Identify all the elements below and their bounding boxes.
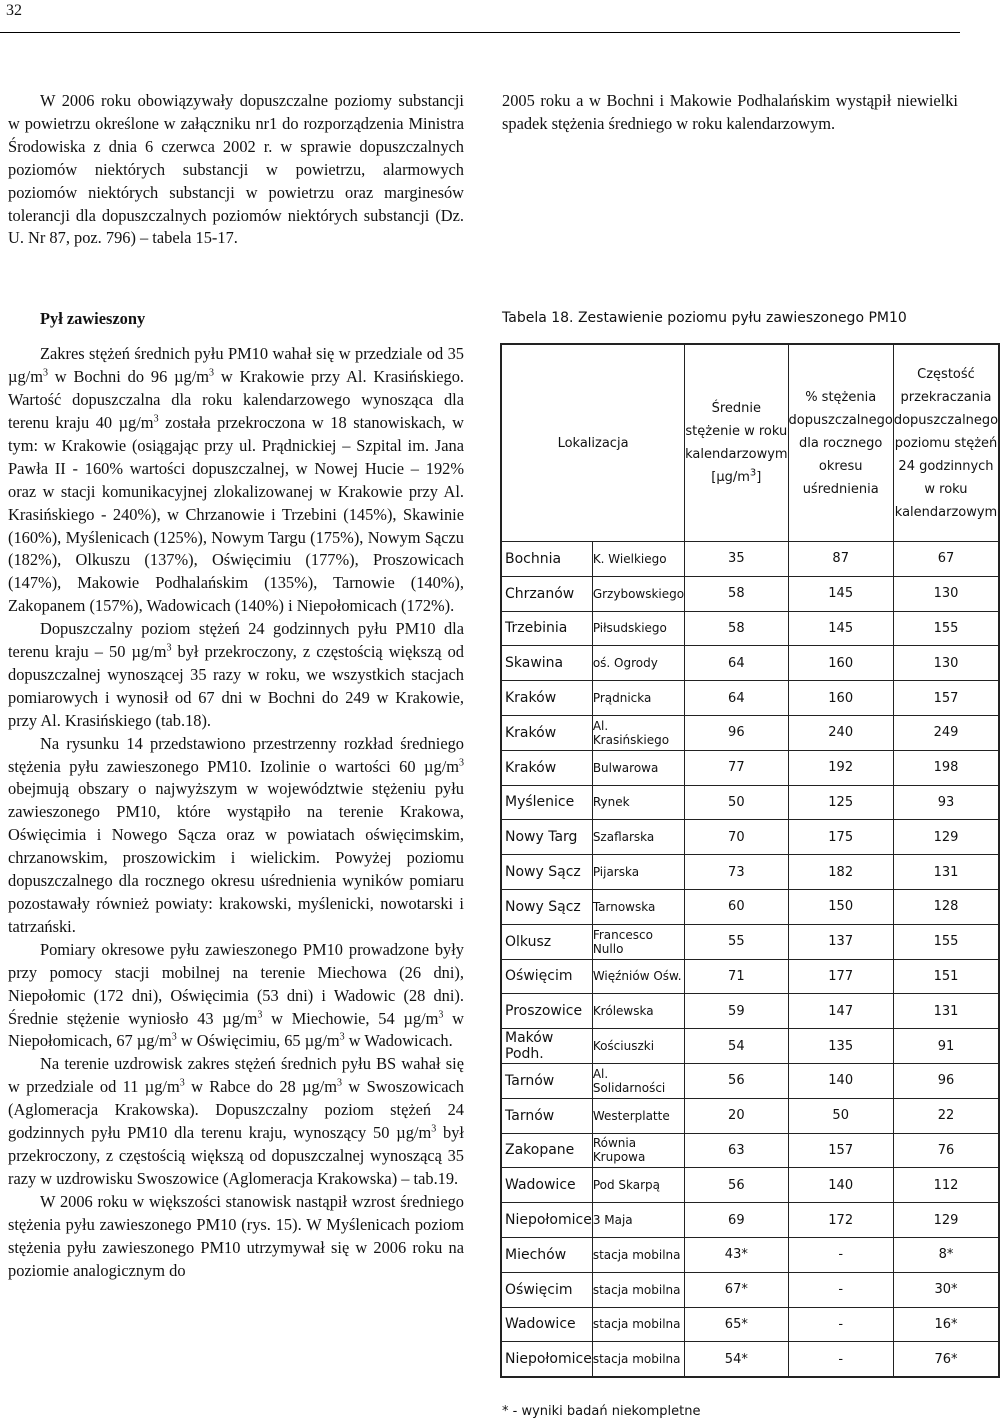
frequency-cell: 76* — [893, 1342, 999, 1377]
station-cell: Grzybowskiego — [592, 576, 684, 611]
table-row — [501, 1098, 999, 1133]
average-cell: 55 — [685, 924, 788, 959]
frequency-cell: 129 — [893, 1203, 999, 1238]
percent-cell: 137 — [788, 924, 893, 959]
station-cell: Kościuszki — [592, 1029, 684, 1064]
average-cell: 50 — [685, 785, 788, 820]
station-cell: stacja mobilna — [592, 1307, 684, 1342]
average-cell: 96 — [685, 715, 788, 750]
city-cell: Tarnów — [501, 1098, 592, 1133]
frequency-cell: 155 — [893, 611, 999, 646]
station-cell: stacja mobilna — [592, 1272, 684, 1307]
city-cell: Niepołomice — [501, 1203, 592, 1238]
table-row — [501, 1272, 999, 1307]
average-cell: 58 — [685, 611, 788, 646]
city-cell: Kraków — [501, 681, 592, 716]
table-row — [501, 576, 999, 611]
city-cell: Wadowice — [501, 1307, 592, 1342]
average-cell: 54 — [685, 1029, 788, 1064]
frequency-cell: 30* — [893, 1272, 999, 1307]
table-row — [501, 889, 999, 924]
frequency-cell: 8* — [893, 1237, 999, 1272]
city-cell: Oświęcim — [501, 959, 592, 994]
table-row — [501, 1133, 999, 1168]
city-cell: Wadowice — [501, 1168, 592, 1203]
table-footnote: * - wyniki badań niekompletne — [502, 1404, 701, 1419]
header-percent: % stężenia dopuszczalnego dla rocznego okresu uśrednienia — [788, 344, 893, 542]
city-cell: Myślenice — [501, 785, 592, 820]
average-cell: 64 — [685, 646, 788, 681]
table-row — [501, 681, 999, 716]
table-row — [501, 994, 999, 1029]
frequency-cell: 129 — [893, 820, 999, 855]
frequency-cell: 157 — [893, 681, 999, 716]
average-cell: 56 — [685, 1168, 788, 1203]
header-rule — [0, 32, 960, 33]
percent-cell: 140 — [788, 1063, 893, 1098]
percent-cell: 182 — [788, 855, 893, 890]
percent-cell: 192 — [788, 750, 893, 785]
percent-cell: 157 — [788, 1133, 893, 1168]
frequency-cell: 16* — [893, 1307, 999, 1342]
percent-cell: - — [788, 1237, 893, 1272]
average-cell: 67* — [685, 1272, 788, 1307]
table-row — [501, 855, 999, 890]
average-cell: 69 — [685, 1203, 788, 1238]
percent-cell: 147 — [788, 994, 893, 1029]
average-cell: 63 — [685, 1133, 788, 1168]
paragraph-daily-limit: Dopuszczalny poziom stężeń 24 godzinnych pyłu PM10 dla terenu kraju – 50 $\mu g/m^3$ był przekroczony, z częstością większą od dopuszczalnej wynoszącej 35 razy w roku, we wszystkich stacjach pomiarowych i wynosił od 67 dni w Bochni do 249 w Krakowie, przy Al. Krasińskiego (tab.18). — [8, 619, 464, 730]
table-row — [501, 1237, 999, 1272]
average-cell: 70 — [685, 820, 788, 855]
average-cell: 77 — [685, 750, 788, 785]
station-cell: stacja mobilna — [592, 1237, 684, 1272]
average-cell: 65* — [685, 1307, 788, 1342]
city-cell: Nowy Targ — [501, 820, 592, 855]
station-cell: Pijarska — [592, 855, 684, 890]
frequency-cell: 155 — [893, 924, 999, 959]
percent-cell: - — [788, 1272, 893, 1307]
station-cell: Francesco Nullo — [592, 924, 684, 959]
table-row — [501, 1168, 999, 1203]
station-cell: Al. Krasińskiego — [592, 715, 684, 750]
station-cell: Pod Skarpą — [592, 1168, 684, 1203]
average-cell: 73 — [685, 855, 788, 890]
frequency-cell: 131 — [893, 855, 999, 890]
station-cell: 3 Maja — [592, 1203, 684, 1238]
percent-cell: 50 — [788, 1098, 893, 1133]
table-row — [501, 1203, 999, 1238]
paragraph-figure14: Na rysunku 14 przedstawiono przestrzenny rozkład średniego stężenia pyłu zawieszonego PM10. Izolinie o wartości 60 $\mu g/m^3$ obejmują obszary o najwyższym w województwie stężeniu pyłu zawieszonego PM10, które wystąpiło na terenie Krakowa, Oświęcimia i Nowego Sącza oraz w powiatach oświęcimskim, chrzanowskim, proszowickim i wielickim. Powyżej poziomu dopuszczalnego dla rocznego okresu uśrednienia wyników pomiaru pozostawały również powiaty: krakowski, myślenicki, nowotarski i tatrzański. — [8, 733, 464, 936]
paragraph-trend: W 2006 roku w większości stanowisk nastąpił wzrost średniego stężenia pyłu zawieszonego PM10 (rys. 15). W Myślenicach poziom stężenia pyłu zawieszonego PM10 utrzymywał się w 2006 roku na poziomie analogicznym do — [8, 1191, 464, 1280]
percent-cell: 175 — [788, 820, 893, 855]
station-cell: Bulwarowa — [592, 750, 684, 785]
station-cell: Westerplatte — [592, 1098, 684, 1133]
frequency-cell: 130 — [893, 576, 999, 611]
city-cell: Tarnów — [501, 1063, 592, 1098]
average-cell: 64 — [685, 681, 788, 716]
station-cell: Królewska — [592, 994, 684, 1029]
frequency-cell: 112 — [893, 1168, 999, 1203]
city-cell: Zakopane — [501, 1133, 592, 1168]
table-row — [501, 1029, 999, 1064]
city-cell: Skawina — [501, 646, 592, 681]
frequency-cell: 151 — [893, 959, 999, 994]
percent-cell: 125 — [788, 785, 893, 820]
frequency-cell: 128 — [893, 889, 999, 924]
table-row — [501, 924, 999, 959]
header-frequency: Częstość przekraczania dopuszczalnego poziomu stężeń 24 godzinnych w roku kalendarzowym — [893, 344, 999, 542]
city-cell: Trzebinia — [501, 611, 592, 646]
frequency-cell: 96 — [893, 1063, 999, 1098]
table-caption: Tabela 18. Zestawienie poziomu pyłu zawieszonego PM10 — [502, 310, 907, 326]
percent-cell: - — [788, 1307, 893, 1342]
station-cell: Równia Krupowa — [592, 1133, 684, 1168]
city-cell: Nowy Sącz — [501, 855, 592, 890]
percent-cell: 145 — [788, 576, 893, 611]
station-cell: Piłsudskiego — [592, 611, 684, 646]
frequency-cell: 91 — [893, 1029, 999, 1064]
average-cell: 71 — [685, 959, 788, 994]
percent-cell: 160 — [788, 681, 893, 716]
table-header-row — [501, 344, 999, 542]
average-cell: 60 — [685, 889, 788, 924]
continuation-paragraph: 2005 roku a w Bochni i Makowie Podhalańskim wystąpił niewielki spadek stężenia średniego w roku kalendarzowym. — [502, 91, 958, 133]
table-row — [501, 611, 999, 646]
table-row — [501, 1342, 999, 1377]
city-cell: Niepołomice — [501, 1342, 592, 1377]
city-cell: Kraków — [501, 715, 592, 750]
city-cell: Chrzanów — [501, 576, 592, 611]
frequency-cell: 130 — [893, 646, 999, 681]
table-row — [501, 1307, 999, 1342]
average-cell: 54* — [685, 1342, 788, 1377]
station-cell: K. Wielkiego — [592, 542, 684, 577]
header-location: Lokalizacja — [501, 344, 685, 542]
percent-cell: 150 — [788, 889, 893, 924]
city-cell: Kraków — [501, 750, 592, 785]
table-row — [501, 715, 999, 750]
intro-paragraph: W 2006 roku obowiązywały dopuszczalne poziomy substancji w powietrzu określone w załączniku nr1 do rozporządzenia Ministra Środowiska z dnia 6 czerwca 2002 r. w sprawie dopuszczalnych poziomów niektórych substancji w powietrzu, alarmowych poziomów niektórych substancji w powietrzu oraz marginesów tolerancji dla dopuszczalnych poziomów niektórych substancji (Dz. U. Nr 87, poz. 796) – tabela 15-17. — [8, 91, 464, 248]
frequency-cell: 198 — [893, 750, 999, 785]
city-cell: Proszowice — [501, 994, 592, 1029]
percent-cell: 240 — [788, 715, 893, 750]
table-row — [501, 820, 999, 855]
paragraph-range: Zakres stężeń średnich pyłu PM10 wahał się w przedziale od 35 $\mu g/m^3$ w Bochni do 96 $\mu g/m^3$ w Krakowie przy Al. Krasińskiego. Wartość dopuszczalna dla roku kalendarzowego wynosząca dla terenu kraju 40 $\mu g/m^3$ została przekroczona w 18 stanowiskach, w tym: w Krakowie (osiągając przy ul. Prądnickiej – Szpital im. Jana Pawła II - 160% wartości dopuszczalnej, w Nowej Hucie – 192% oraz w stacji komunikacyjnej zlokalizowanej w Krakowie przy Al. Krasińskiego - 240%), w Chrzanowie i Trzebini (145%), Skawinie (160%), Myślenicach (125%), Nowym Targu (175%), Nowym Sączu (182%), Olkuszu (137%), Oświęcimiu (177%), Proszowicach (147%), Makowie Podhalańskim (135%), Tarnowie (140%), Zakopanem (157%), Wadowicach (140%) i Niepołomicach (172%). — [8, 344, 464, 616]
table-row — [501, 959, 999, 994]
station-cell: Prądnicka — [592, 681, 684, 716]
station-cell: Rynek — [592, 785, 684, 820]
paragraph-spa: Na terenie uzdrowisk zakres stężeń średnich pyłu BS wahał się w przedziale od 11 $\mu g/m^3$ w Rabce do 28 $\mu g/m^3$ w Swoszowicach (Aglomeracja Krakowska). Dopuszczalny poziom stężeń 24 godzinnych pyłu PM10 dla terenu kraju, wynoszący 50 $\mu g/m^3$ był przekroczony, z częstością większą od dopuszczalnej wynoszącą 35 razy w uzdrowisku Swoszowice (Aglomeracja Krakowska) – tab.19. — [8, 1054, 464, 1188]
average-cell: 59 — [685, 994, 788, 1029]
percent-cell: 135 — [788, 1029, 893, 1064]
frequency-cell: 93 — [893, 785, 999, 820]
city-cell: Maków Podh. — [501, 1029, 592, 1064]
table-row — [501, 1063, 999, 1098]
station-cell: oś. Ogrody — [592, 646, 684, 681]
right-column-text — [502, 90, 958, 136]
table-row — [501, 542, 999, 577]
percent-cell: 172 — [788, 1203, 893, 1238]
table-row — [501, 646, 999, 681]
station-cell: Więźniów Ośw. — [592, 959, 684, 994]
percent-cell: - — [788, 1342, 893, 1377]
page-number: 32 — [6, 2, 22, 19]
station-cell: stacja mobilna — [592, 1342, 684, 1377]
city-cell: Bochnia — [501, 542, 592, 577]
frequency-cell: 131 — [893, 994, 999, 1029]
percent-cell: 140 — [788, 1168, 893, 1203]
average-cell: 56 — [685, 1063, 788, 1098]
frequency-cell: 67 — [893, 542, 999, 577]
left-column — [8, 90, 464, 1282]
section-title: Pył zawieszony — [40, 309, 146, 329]
station-cell: Tarnowska — [592, 889, 684, 924]
percent-cell: 145 — [788, 611, 893, 646]
table-row — [501, 750, 999, 785]
average-cell: 43* — [685, 1237, 788, 1272]
city-cell: Miechów — [501, 1237, 592, 1272]
paragraph-mobile-station: Pomiary okresowe pyłu zawieszonego PM10 prowadzone były przy pomocy stacji mobilnej na terenie Miechowa (26 dni), Niepołomic (172 dni), Oświęcimia (53 dni) i Wadowic (28 dni). Średnie stężenie wyniosło 43 $\mu g/m^3$ w Miechowie, 54 $\mu g/m^3$ w Niepołomicach, 67 $\mu g/m^3$ w Oświęcimiu, 65 $\mu g/m^3$ w Wadowicach. — [8, 939, 464, 1051]
table-row — [501, 785, 999, 820]
frequency-cell: 22 — [893, 1098, 999, 1133]
station-cell: Szaflarska — [592, 820, 684, 855]
station-cell: Al. Solidarności — [592, 1063, 684, 1098]
frequency-cell: 76 — [893, 1133, 999, 1168]
header-average: Średnie stężenie w roku kalendarzowym $[\mu g/m^3]$ — [685, 344, 788, 542]
average-cell: 58 — [685, 576, 788, 611]
percent-cell: 177 — [788, 959, 893, 994]
percent-cell: 87 — [788, 542, 893, 577]
city-cell: Oświęcim — [501, 1272, 592, 1307]
city-cell: Olkusz — [501, 924, 592, 959]
city-cell: Nowy Sącz — [501, 889, 592, 924]
pm10-table — [500, 343, 1000, 1378]
average-cell: 20 — [685, 1098, 788, 1133]
frequency-cell: 249 — [893, 715, 999, 750]
average-cell: 35 — [685, 542, 788, 577]
percent-cell: 160 — [788, 646, 893, 681]
